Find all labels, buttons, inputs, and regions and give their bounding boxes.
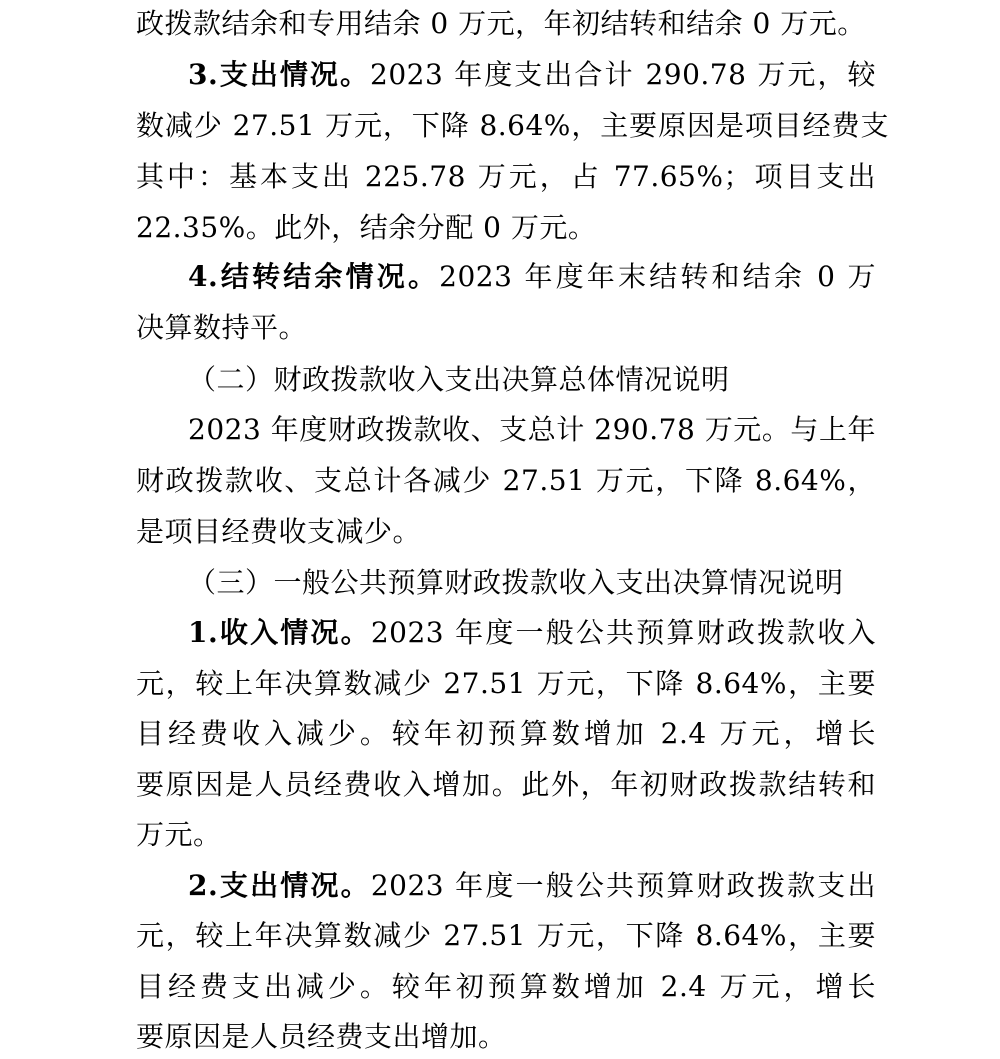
section-heading-carryover: 4.结转结余情况。 bbox=[188, 260, 440, 293]
text-line: 目经费支出减少。较年初预算数增加 2.4 万元，增长 bbox=[136, 970, 876, 1003]
text-line: 政拨款结余和专用结余 0 万元，年初结转和结余 0 万元。 bbox=[136, 7, 866, 40]
text-line: 是项目经费收支减少。 bbox=[136, 515, 422, 548]
section-heading-expenditure: 3.支出情况。 bbox=[188, 58, 371, 91]
text-line: 元，较上年决算数减少 27.51 万元，下降 8.64%，主要 bbox=[136, 919, 876, 952]
section-heading-income: 1.收入情况。 bbox=[188, 616, 371, 649]
text-line: 其中：基本支出 225.78 万元，占 77.65%；项目支出 bbox=[136, 160, 876, 193]
text-line: 元，较上年决算数减少 27.51 万元，下降 8.64%，主要 bbox=[136, 667, 876, 700]
text-line: 1.收入情况。2023 年度一般公共预算财政拨款收入 bbox=[188, 616, 876, 649]
text-line: 决算数持平。 bbox=[136, 311, 308, 344]
text-line: 2.支出情况。2023 年度一般公共预算财政拨款支出 bbox=[188, 869, 876, 902]
text-line: 要原因是人员经费收入增加。此外，年初财政拨款结转和 bbox=[136, 768, 876, 801]
text-line: 22.35%。此外，结余分配 0 万元。 bbox=[136, 211, 597, 244]
subsection-heading-general-budget: （三）一般公共预算财政拨款收入支出决算情况说明 bbox=[188, 566, 844, 599]
text-line: 要原因是人员经费支出增加。 bbox=[136, 1020, 507, 1053]
section-heading-general-expenditure: 2.支出情况。 bbox=[188, 869, 371, 902]
text-line: 财政拨款收、支总计各减少 27.51 万元，下降 8.64%， bbox=[136, 464, 876, 497]
text-line: 万元。 bbox=[136, 818, 222, 851]
subsection-heading-total: （二）财政拨款收入支出决算总体情况说明 bbox=[188, 363, 730, 396]
text-line: 4.结转结余情况。2023 年度年末结转和结余 0 万 bbox=[188, 260, 876, 293]
text-line: 2023 年度财政拨款收、支总计 290.78 万元。与上年 bbox=[188, 413, 876, 446]
text-line: 3.支出情况。2023 年度支出合计 290.78 万元，较 bbox=[188, 58, 876, 91]
text-line: 目经费收入减少。较年初预算数增加 2.4 万元，增长 bbox=[136, 717, 876, 750]
text-line: 数减少 27.51 万元，下降 8.64%，主要原因是项目经费支 bbox=[136, 109, 889, 142]
